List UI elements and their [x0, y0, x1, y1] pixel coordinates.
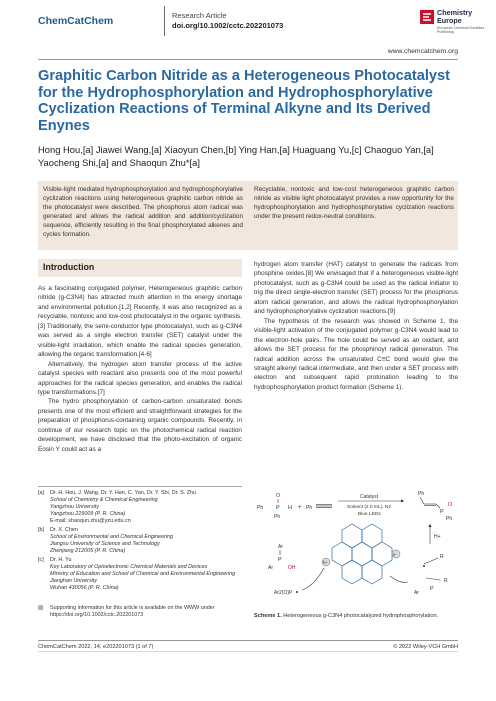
scheme-label-ar: Ar [268, 565, 273, 571]
scheme-label-o: O [276, 493, 281, 499]
footer-rule [38, 640, 458, 641]
affiliation-line: Jianghan University [50, 577, 98, 584]
scheme-label-ar: Ar [414, 590, 419, 596]
supporting-info-icon: ▧ [38, 605, 44, 611]
header-rule [38, 59, 458, 60]
journal-name: ChemCatChem [38, 15, 114, 27]
affiliation-email-link[interactable]: E-mail: shaoqun.zhu@yzu.edu.cn [50, 517, 131, 524]
scheme-label-ph: Ph [274, 514, 281, 520]
scheme-label-ar2p: Ar2(O)P [274, 590, 293, 596]
affiliation-label: [a] [38, 490, 44, 496]
scheme-label-h: H [288, 505, 292, 511]
affiliation-rule [38, 486, 242, 487]
scheme-label-hplus: H+ [434, 534, 441, 540]
scheme-bond [424, 558, 438, 564]
article-type: Research Article [172, 11, 227, 20]
introduction-heading: Introduction [43, 262, 95, 272]
introduction-heading-box [38, 259, 242, 277]
scheme-radical-dot [296, 591, 298, 593]
scheme-label-hplus2: h+ [323, 560, 328, 565]
affiliation-b [38, 527, 242, 555]
scheme-bond [436, 504, 440, 508]
abstract-left-column: Visible-light mediated hydrophosphorylation and hydrophosphorylative cyclization reactions using heterogeneous graphitic carbon nitride as the photocatalyst were described. The phosphorus atom radical was generated and allows the radical addition and addition/cyclization sequence, efficiently resulting in the final phosphorylated alkenes and cycles formation. [43, 186, 243, 239]
abstract-right-column: Recyclable, nontoxic and low-cost heterogeneous graphitic carbon nitride as visible light photocatalyst provides a new opportunity for the hydrophosphorylation and hydrophosphorylative cyclization reactions under the present redox-neutral conditions. [254, 186, 454, 221]
supporting-information [38, 605, 242, 619]
scheme-label-p: P [440, 509, 444, 515]
scheme-label-p: P [278, 557, 282, 563]
affiliation-label: [b] [38, 527, 44, 533]
scheme-label-o: O [448, 502, 453, 508]
scheme-label-r: R [444, 578, 448, 584]
logo-subtitle: European Chemical Societies Publishing [437, 26, 485, 34]
scheme-bond [420, 497, 424, 504]
scheme-conditions: Solvent (2.0 mL), N2 [347, 505, 391, 510]
scheme-1-figure [254, 486, 458, 598]
logo-text-europe: Europe [437, 16, 462, 25]
affiliation-line: Zhenjiang 212005 (P. R. China) [50, 547, 126, 554]
author-list: Hong Hou,[a] Jiawei Wang,[a] Xiaoyun Chen,[b] Ying Han,[a] Huaguang Yu,[c] Chaoguo Yan,[a] Yaocheng Shi,[a] and Shaoqun Zhu*[a] [38, 144, 434, 168]
article-doi-link[interactable]: doi.org/10.1002/cctc.202201073 [172, 21, 284, 30]
affiliation-line: Key Laboratory of Optoelectronic Chemical Materials and Devices [50, 563, 208, 570]
header-divider [164, 6, 165, 36]
scheme-arrow-head [428, 524, 431, 527]
scheme-label-oh: OH [288, 565, 296, 571]
body-right-column [254, 260, 458, 392]
affiliation-label: [c] [38, 557, 44, 563]
scheme-label-ar: Ar [278, 544, 283, 550]
affiliation-names: Dr. H. Yu [50, 557, 72, 563]
body-paragraph: hydrogen atom transfer (HAT) catalyst to generate the radicals from phosphine oxides.[8] We envisaged that if a heterogeneous visible-light photocatalyst, such as g-C3N4 could be used as the radical initiator to trig the direct single-electron transfer (SET) process for the phosphorus atom radical generation, and allows the radical hydrophosphorylation and hydrophosphorylative cyclization reactions.[9] [254, 261, 458, 316]
footer-citation: ChemCatChem 2022, 14, e202201073 (1 of 7) [38, 644, 154, 650]
scheme-radical-dot [423, 565, 425, 567]
scheme-plus-sign: + [298, 505, 302, 511]
body-paragraph: The hypothesis of the research was showed in Scheme 1, the visible-light activation of the conjugated polymer g-C3N4 would lead to the electron-hole pairs. The hole could be served as an oxidant, and allows the SET process for the phosphinoyl radical generation. The radical addition across the unsaturated C≡C bond would give the straight alkenyl radical intermediate, and then under a SET process with electron and subsequent rapid protonation leading to the hydrophosphorylation product formation (Scheme 1). [254, 317, 458, 391]
affiliation-line: School of Environmental and Chemical Engineering [50, 533, 174, 540]
logo-text-chemistry: Chemistry [437, 8, 473, 17]
affiliation-a [38, 490, 242, 525]
scheme-label-r: R [440, 554, 444, 560]
scheme-label-ph: Ph [306, 505, 313, 511]
scheme-g-c3n4-sheet [332, 524, 392, 584]
affiliation-line: Yangzhou University [50, 503, 100, 510]
chemistry-europe-logo[interactable] [420, 8, 484, 38]
affiliation-line: Ministry of Education and School of Chemical and Environmental Engineering [50, 570, 236, 577]
abstract [38, 181, 458, 250]
affiliation-names: Dr. X. Chen [50, 527, 78, 533]
scheme-light-source: Blue LEDs [358, 512, 381, 517]
affiliation-line: Wuhan 430056 (P. R. China) [50, 584, 119, 591]
footer-bar [38, 651, 458, 652]
scheme-catalyst-label: Catalyst [360, 494, 379, 500]
article-title: Graphitic Carbon Nitride as a Heterogeneous Photocatalyst for the Hydrophosphorylation and Hydrophosphorylative Cyclization Reactions of Terminal Alkyne and Its Derived Enynes [38, 68, 450, 134]
scheme-bond [426, 578, 440, 580]
scheme-caption-text: Heterogeneous g-C3N4 photocatalyzed hydrophosphorylation. [283, 613, 439, 619]
supporting-info-link[interactable]: Supporting information for this article is available on the WWW under https://doi.org/10.1002/cctc.202201073 [50, 605, 215, 618]
affiliation-line: Yangzhou 225009 (P. R. China) [50, 510, 126, 517]
scheme-1-caption [254, 613, 458, 619]
body-paragraph: As a fascinating conjugated polymer, Heterogeneous graphitic carbon nitride (g-C3N4) has attracted much attention in the energy shortage and environmental pollution.[1,2] Recently, it was also recognized as a recyclable, nontoxic and low-cost photocatalyst in the organic synthesis.[3] Traditionally, the semi-conductor type photocatalyst, such as g-C3N4 was served as a single electron transfer (SET) catalyst under the visible-light irradiation, which enable the radical species generation, allowing the organic transformation.[4-6] [38, 285, 242, 359]
affiliation-line: Jiangsu University of Science and Technology [50, 540, 160, 547]
scheme-label-p: P [430, 586, 434, 592]
body-paragraph: Alternatively, the hydrogen atom transfer process of the active catalyst species with reactant also presents one of the most powerful approaches for the radical species generation, and enables the radical type transformations.[7] [38, 360, 242, 396]
scheme-label-eminus: e- [393, 552, 397, 557]
scheme-label-ph: Ph [446, 516, 453, 522]
body-paragraph: The hydro phosphorylation of carbon-carbon unsaturated bonds presents one of the most efficient and straightforward strategies for the preparation of phosphorus-containing organic compounds. Recently, in continue of our research topic on the photochemical radical reaction development, we have disclosed that the photo-excitation of organic Eosin Y could act as a [38, 398, 242, 453]
scheme-caption-label: Scheme 1. [254, 613, 282, 619]
footer-copyright: © 2022 Wiley-VCH GmbH [393, 644, 458, 650]
scheme-arrow-head [401, 499, 404, 502]
journal-website-link[interactable]: www.chemcatchem.org [387, 48, 458, 55]
chemistry-europe-logo-icon [420, 10, 434, 24]
affiliation-names: Dr. H. Hou, J. Wang, Dr. Y. Han, C. Yan, Dr. Y. Shi, Dr. S. Zhu [50, 490, 197, 496]
scheme-label-ph: Ph [257, 505, 264, 511]
scheme-cycle-arrow [390, 576, 408, 582]
scheme-label-p: P [276, 505, 280, 511]
scheme-cycle-arrow [302, 568, 324, 590]
body-left-column [38, 284, 242, 454]
affiliation-line: School of Chemistry & Chemical Engineering [50, 496, 158, 503]
affiliation-c [38, 557, 242, 592]
scheme-label-ph: Ph [418, 491, 425, 497]
